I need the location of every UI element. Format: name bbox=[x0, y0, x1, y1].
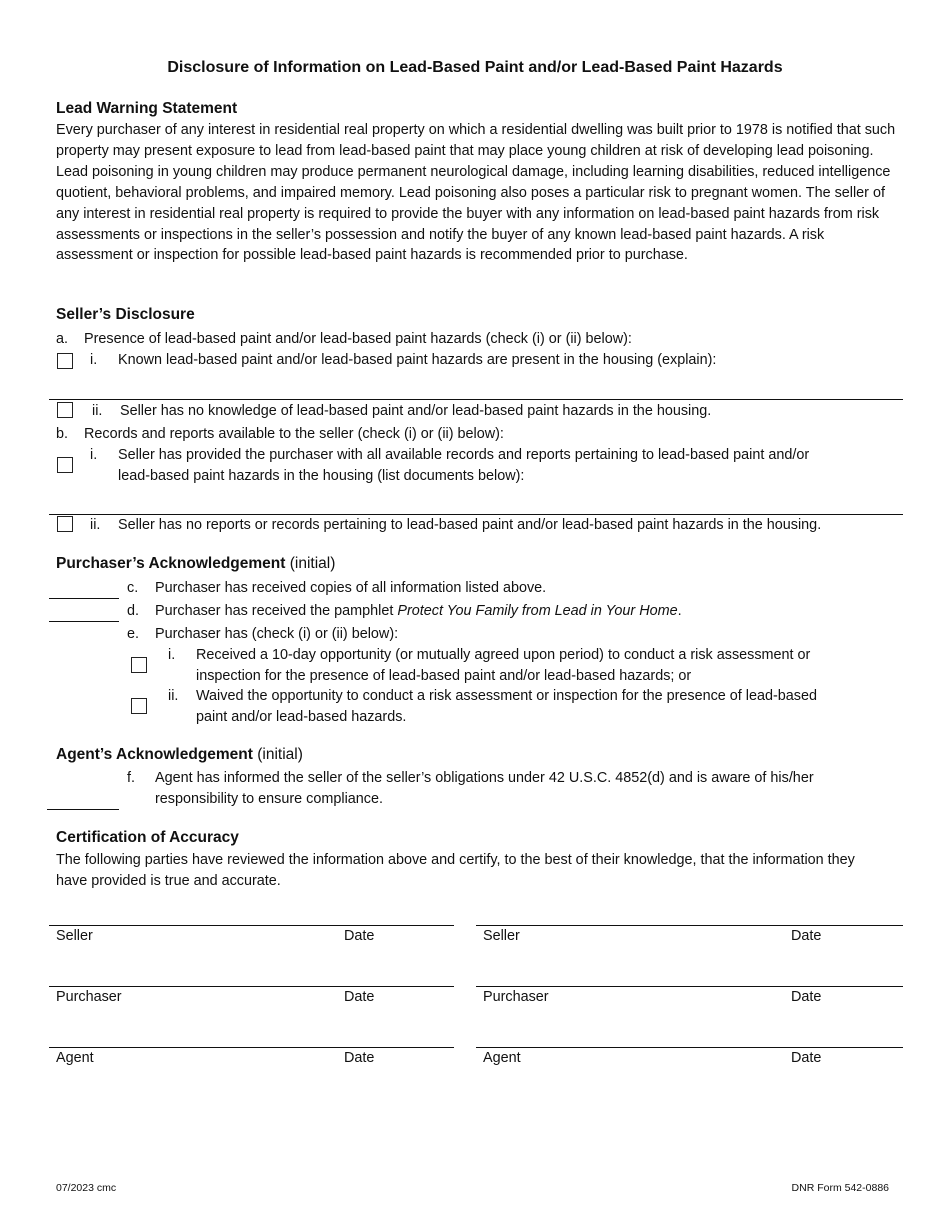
certification-text: The following parties have reviewed the information above and certify, to the best of their knowledge, that the information they have provided is true and accurate. bbox=[56, 852, 855, 889]
seller-b-text: Records and reports available to the seller (check (i) or (ii) below): bbox=[84, 426, 504, 442]
purchaser-d-text bbox=[155, 601, 682, 622]
date-label-right-purchaser: Date bbox=[791, 989, 822, 1005]
signature-label-left-seller: Seller bbox=[56, 928, 93, 944]
date-label-right-seller: Date bbox=[791, 928, 822, 944]
seller-b-i-marker: i. bbox=[90, 447, 98, 463]
seller-b-i-line1: Seller has provided the purchaser with all available records and reports pertaining to lead-based paint and/or bbox=[118, 447, 810, 463]
agent-ack-heading-suffix: (initial) bbox=[257, 746, 303, 763]
signature-label-right-seller: Seller bbox=[483, 928, 520, 944]
signature-line-right-agent[interactable] bbox=[476, 1047, 903, 1048]
signature-label-left-agent: Agent bbox=[56, 1050, 94, 1066]
date-label-left-agent: Date bbox=[344, 1050, 375, 1066]
initial-line-c[interactable] bbox=[49, 598, 119, 599]
seller-b-ii-marker: ii. bbox=[90, 517, 101, 533]
checkbox-records-provided[interactable] bbox=[57, 457, 73, 473]
checkbox-no-knowledge[interactable] bbox=[57, 402, 73, 418]
footer-revision-date: 07/2023 cmc bbox=[56, 1182, 117, 1194]
checkbox-no-records[interactable] bbox=[57, 516, 73, 532]
date-label-left-seller: Date bbox=[344, 928, 375, 944]
pamphlet-title: Protect You Family from Lead in Your Home bbox=[397, 603, 678, 619]
checkbox-waived-opportunity[interactable] bbox=[131, 698, 147, 714]
page-title: Disclosure of Information on Lead-Based Paint and/or Lead-Based Paint Hazards bbox=[167, 59, 783, 76]
seller-a-i-text: Known lead-based paint and/or lead-based paint hazards are present in the housing (explain): bbox=[118, 352, 717, 368]
seller-disclosure-heading: Seller’s Disclosure bbox=[56, 306, 195, 323]
purchaser-d-text-post: . bbox=[677, 603, 682, 619]
seller-b-marker: b. bbox=[56, 426, 69, 442]
initial-line-d[interactable] bbox=[49, 621, 119, 622]
purchaser-d-text-pre: Purchaser has received the pamphlet bbox=[155, 603, 398, 619]
date-label-left-purchaser: Date bbox=[344, 989, 375, 1005]
agent-f-line1: Agent has informed the seller of the seller’s obligations under 42 U.S.C. 4852(d) and is aware of his/her bbox=[155, 770, 814, 786]
signature-label-right-agent: Agent bbox=[483, 1050, 521, 1066]
lead-warning-text: Every purchaser of any interest in residential real property on which a residential dwelling was built prior to 1978 is notified that such property may present exposure to lead from lead-based paint that may place young children at risk of developing lead poisoning. Lead poisoning in young children may produce permanent neurological damage, including learning disabilities, reduced intelligence quotient, behavioral problems, and impaired memory. Lead poisoning also poses a particular risk to pregnant women. The seller of any interest in residential real property is required to provide the buyer with any information on lead-based paint hazards from risk assessments or inspections in the seller’s possession and notify the buyer of any known lead-based paint hazards. A risk assessment or inspection for possible lead-based paint hazards is recommended prior to purchase. bbox=[56, 122, 896, 264]
purchaser-e-i-line1: Received a 10-day opportunity (or mutually agreed upon period) to conduct a risk assessment or bbox=[196, 647, 811, 663]
purchaser-e-marker: e. bbox=[127, 626, 140, 642]
seller-a-ii-text: Seller has no knowledge of lead-based paint and/or lead-based paint hazards in the housing. bbox=[120, 403, 712, 419]
certification-heading: Certification of Accuracy bbox=[56, 829, 239, 846]
signature-line-right-seller[interactable] bbox=[476, 925, 903, 926]
lead-warning-heading: Lead Warning Statement bbox=[56, 100, 238, 117]
signature-label-right-purchaser: Purchaser bbox=[483, 989, 549, 1005]
seller-b-i-line2: lead-based paint hazards in the housing (list documents below): bbox=[118, 468, 525, 484]
purchaser-e-i-marker: i. bbox=[168, 647, 176, 663]
purchaser-e-ii-line1: Waived the opportunity to conduct a risk assessment or inspection for the presence of lead-based bbox=[196, 688, 818, 704]
agent-ack-heading bbox=[56, 746, 303, 764]
seller-a-ii-marker: ii. bbox=[92, 403, 103, 419]
date-label-right-agent: Date bbox=[791, 1050, 822, 1066]
seller-a-marker: a. bbox=[56, 331, 69, 347]
purchaser-ack-heading-text: Purchaser’s Acknowledgement bbox=[56, 555, 286, 572]
purchaser-e-ii-line2: paint and/or lead-based hazards. bbox=[196, 709, 407, 725]
purchaser-e-i-line2: inspection for the presence of lead-based paint and/or lead-based hazards; or bbox=[196, 668, 692, 684]
checkbox-received-opportunity[interactable] bbox=[131, 657, 147, 673]
agent-f-line2: responsibility to ensure compliance. bbox=[155, 791, 383, 807]
agent-ack-heading-text: Agent’s Acknowledgement bbox=[56, 746, 253, 763]
footer-form-number: DNR Form 542-0886 bbox=[791, 1182, 889, 1194]
signature-line-left-agent[interactable] bbox=[49, 1047, 454, 1048]
purchaser-d-marker: d. bbox=[127, 603, 140, 619]
purchaser-e-ii-marker: ii. bbox=[168, 688, 179, 704]
seller-a-i-marker: i. bbox=[90, 352, 98, 368]
signature-line-left-seller[interactable] bbox=[49, 925, 454, 926]
purchaser-c-marker: c. bbox=[127, 580, 139, 596]
seller-a-text: Presence of lead-based paint and/or lead-based paint hazards (check (i) or (ii) below): bbox=[84, 331, 632, 347]
purchaser-c-text: Purchaser has received copies of all information listed above. bbox=[155, 580, 547, 596]
signature-label-left-purchaser: Purchaser bbox=[56, 989, 122, 1005]
seller-b-ii-text: Seller has no reports or records pertaining to lead-based paint and/or lead-based paint hazards in the housing. bbox=[118, 517, 822, 533]
agent-f-marker: f. bbox=[127, 770, 135, 786]
purchaser-e-text: Purchaser has (check (i) or (ii) below): bbox=[155, 626, 399, 642]
purchaser-ack-heading-suffix: (initial) bbox=[289, 555, 336, 572]
checkbox-known-hazards[interactable] bbox=[57, 353, 73, 369]
explain-hazards-line[interactable] bbox=[49, 399, 903, 400]
purchaser-ack-heading bbox=[56, 555, 335, 573]
initial-line-f[interactable] bbox=[47, 809, 119, 810]
